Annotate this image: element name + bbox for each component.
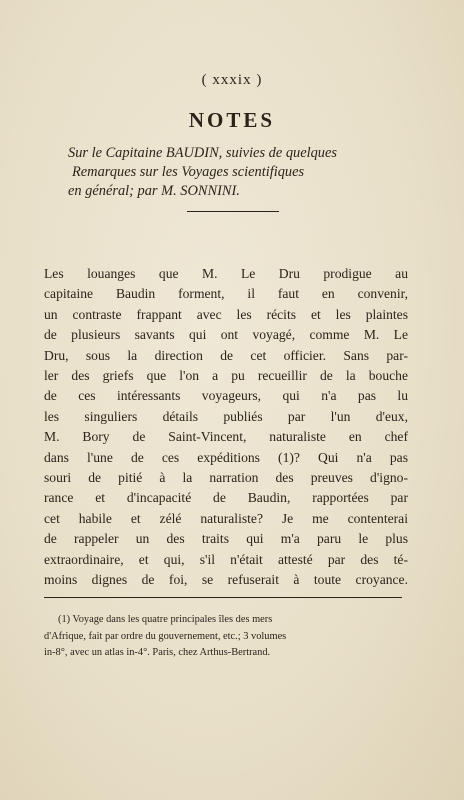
body-line: Les louanges que M. Le Dru prodigue au	[44, 266, 408, 281]
body-line: extraordinaire, et qui, s'il n'était attesté par des té-	[44, 551, 408, 567]
footnote	[44, 612, 404, 662]
body-line: de ces intéressants voyageurs, qui n'a pas lu	[44, 388, 408, 404]
body-line: cet habile et zélé naturaliste? Je me contenterai	[44, 510, 408, 526]
section-heading: NOTES	[188, 108, 276, 132]
short-divider-rule	[187, 211, 279, 212]
body-line: de rappeler un des traits qui m'a paru le plus	[44, 531, 408, 547]
body-line: moins dignes de foi, se refuserait à toute croyance.	[44, 572, 408, 588]
body-line: Dru, sous la direction de cet officier. Sans par-	[44, 347, 408, 363]
subtitle-line: en général; par M. SONNINI.	[68, 183, 240, 199]
subtitle-line: Remarques sur les Voyages scientifiques	[72, 164, 305, 180]
body-line: M. Bory de Saint-Vincent, naturaliste en chef	[44, 429, 408, 445]
body-line: dans l'une de ces expéditions (1)? Qui n'a pas	[44, 449, 408, 465]
body-paragraph	[44, 264, 408, 591]
body-line: souri de pitié à la narration des preuves d'igno-	[44, 470, 408, 486]
footnote-line: (1) Voyage dans les quatre principales îles des mers	[58, 614, 273, 625]
body-line: ler des griefs que l'on a pu recueillir de la bouche	[44, 368, 408, 384]
subtitle-line: Sur le Capitaine BAUDIN, suivies de quelques	[68, 145, 337, 161]
body-line: un contraste frappant avec les récits et les plaintes	[44, 306, 408, 322]
footnote-line: in-8°, avec un atlas in-4°. Paris, chez Arthus-Bertrand.	[44, 647, 271, 658]
body-line: de plusieurs savants qui ont voyagé, comme M. Le	[44, 327, 408, 343]
body-line: les singuliers détails publiés par l'un d'eux,	[44, 408, 408, 424]
footnote-divider-rule	[44, 597, 402, 598]
subtitle	[68, 144, 398, 201]
page-number: ( xxxix )	[201, 72, 263, 88]
footnote-line: d'Afrique, fait par ordre du gouvernement, etc.; 3 volumes	[44, 630, 287, 642]
body-line: capitaine Baudin forment, il faut en convenir,	[44, 286, 408, 302]
body-line: rance et d'incapacité de Baudin, rapportées par	[44, 490, 408, 506]
